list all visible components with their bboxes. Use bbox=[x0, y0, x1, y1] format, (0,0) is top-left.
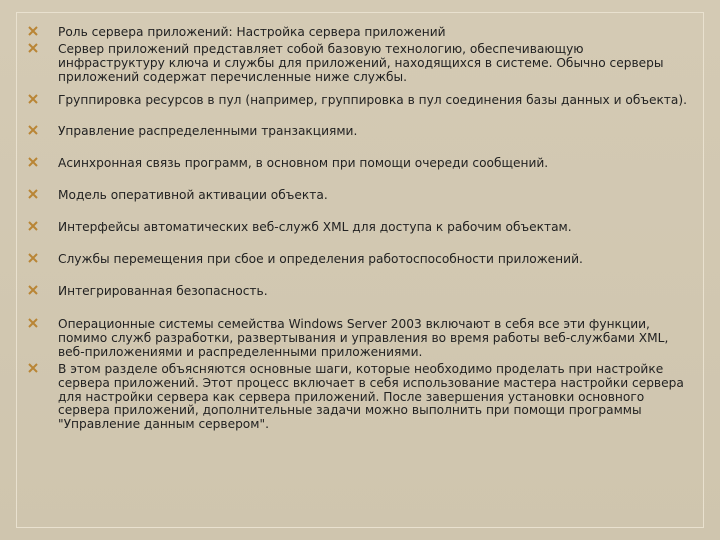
bullet-text: Сервер приложений представляет собой базовую технологию, обеспечивающую инфраструктуру ключа и службы для приложений, находящихся в системе. Обычно серверы приложений содержат перечисленные ниже службы. bbox=[58, 42, 664, 84]
x-mark-icon bbox=[28, 157, 40, 169]
bullet-text: Службы перемещения при сбое и определения работоспособности приложений. bbox=[58, 252, 583, 266]
slide-frame bbox=[16, 12, 704, 528]
x-mark-icon bbox=[28, 318, 40, 330]
x-mark-icon bbox=[28, 189, 40, 201]
slide-heading: Роль сервера приложений: Настройка сервера приложений bbox=[58, 25, 446, 39]
bullet-text: Асинхронная связь программ, в основном при помощи очереди сообщений. bbox=[58, 156, 549, 170]
bullet-text: Управление распределенными транзакциями. bbox=[58, 124, 358, 138]
x-mark-icon bbox=[28, 221, 40, 233]
bullet-text: Интерфейсы автоматических веб-служб XML для доступа к рабочим объектам. bbox=[58, 220, 572, 234]
x-mark-icon bbox=[28, 253, 40, 265]
x-mark-icon bbox=[28, 125, 40, 137]
bullet-text: Операционные системы семейства Windows Server 2003 включают в себя все эти функции, помимо служб разработки, развертывания и управления во время работы веб-службами XML, веб-приложениями и распределенными приложениями. bbox=[58, 317, 669, 359]
bullet-text: В этом разделе объясняются основные шаги, которые необходимо проделать при настройке сервера приложений. Этот процесс включает в себя использование мастера настройки сервера для настройки сервера как сервера приложений. После завершения установки основного сервера приложений, дополнительные задачи можно выполнить при помощи программы "Управление данным сервером". bbox=[58, 362, 684, 432]
x-mark-icon bbox=[28, 94, 40, 106]
bullet-text: Группировка ресурсов в пул (например, группировка в пул соединения базы данных и объекта). bbox=[58, 93, 688, 107]
x-mark-icon bbox=[28, 363, 40, 375]
x-mark-icon bbox=[28, 26, 40, 38]
x-mark-icon bbox=[28, 43, 40, 55]
bullet-text: Модель оперативной активации объекта. bbox=[58, 188, 328, 202]
bullet-text: Интегрированная безопасность. bbox=[58, 284, 268, 298]
x-mark-icon bbox=[28, 285, 40, 297]
